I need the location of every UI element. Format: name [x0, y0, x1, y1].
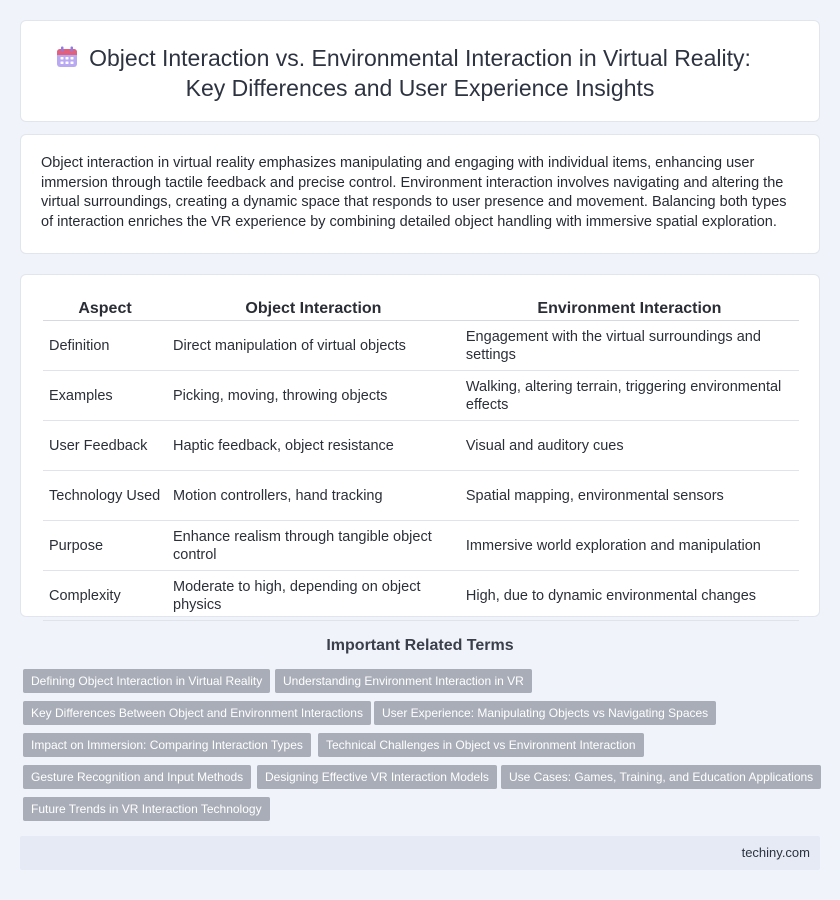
table-row [43, 571, 799, 621]
table-cell: Immersive world exploration and manipulation [460, 521, 799, 571]
related-term-tag[interactable]: Defining Object Interaction in Virtual Reality [23, 669, 270, 693]
table-cell: Spatial mapping, environmental sensors [460, 471, 799, 521]
related-term-tag[interactable]: Designing Effective VR Interaction Models [257, 765, 497, 789]
table-cell: Direct manipulation of virtual objects [167, 321, 460, 371]
related-term-tag[interactable]: Key Differences Between Object and Environment Interactions [23, 701, 371, 725]
related-term-tag[interactable]: Understanding Environment Interaction in VR [275, 669, 532, 693]
table-cell: Enhance realism through tangible object control [167, 521, 460, 571]
table-cell: Examples [43, 371, 167, 421]
intro-paragraph: Object interaction in virtual reality emphasizes manipulating and engaging with individual items, enhancing user immersion through tactile feedback and precise control. Environment interaction involves navigating and altering the virtual surroundings, creating a dynamic space that responds to user presence and movement. Balancing both types of interaction enriches the VR experience by combining detailed object handling with immersive spatial exploration. [41, 155, 787, 230]
related-term-tag[interactable]: Gesture Recognition and Input Methods [23, 765, 251, 789]
table-cell: Picking, moving, throwing objects [167, 371, 460, 421]
table-cell: Visual and auditory cues [460, 421, 799, 471]
table-cell: Motion controllers, hand tracking [167, 471, 460, 521]
comparison-table-card [20, 274, 820, 617]
table-cell: User Feedback [43, 421, 167, 471]
page-title-line-2: Key Differences and User Experience Insights [185, 75, 655, 101]
related-term-tag[interactable]: User Experience: Manipulating Objects vs Navigating Spaces [374, 701, 716, 725]
related-term-tag[interactable]: Use Cases: Games, Training, and Education Applications [501, 765, 821, 789]
related-term-tag[interactable]: Impact on Immersion: Comparing Interaction Types [23, 733, 311, 757]
page-title [21, 43, 819, 103]
table-row [43, 371, 799, 421]
header-object-interaction: Object Interaction [167, 296, 460, 321]
table-row [43, 471, 799, 521]
table-cell: Purpose [43, 521, 167, 571]
table-row [43, 521, 799, 571]
comparison-table [43, 296, 799, 621]
related-term-tag[interactable]: Technical Challenges in Object vs Environment Interaction [318, 733, 644, 757]
table-row [43, 321, 799, 371]
related-term-tag[interactable]: Future Trends in VR Interaction Technology [23, 797, 270, 821]
table-cell: Walking, altering terrain, triggering environmental effects [460, 371, 799, 421]
table-cell: Moderate to high, depending on object physics [167, 571, 460, 621]
footer [20, 836, 820, 870]
header-aspect: Aspect [43, 296, 167, 321]
table-cell: Definition [43, 321, 167, 371]
header-card [20, 20, 820, 122]
table-cell: Technology Used [43, 471, 167, 521]
page-title-line-1: Object Interaction vs. Environmental Interaction in Virtual Reality: [89, 45, 751, 71]
table-header-row [43, 296, 799, 321]
related-terms-title: Important Related Terms [326, 637, 514, 654]
table-cell: High, due to dynamic environmental changes [460, 571, 799, 621]
table-cell: Complexity [43, 571, 167, 621]
table-cell: Engagement with the virtual surroundings and settings [460, 321, 799, 371]
table-cell: Haptic feedback, object resistance [167, 421, 460, 471]
intro-card [20, 134, 820, 254]
footer-site-link[interactable]: techiny.com [741, 845, 810, 860]
header-environment-interaction: Environment Interaction [460, 296, 799, 321]
table-row [43, 421, 799, 471]
